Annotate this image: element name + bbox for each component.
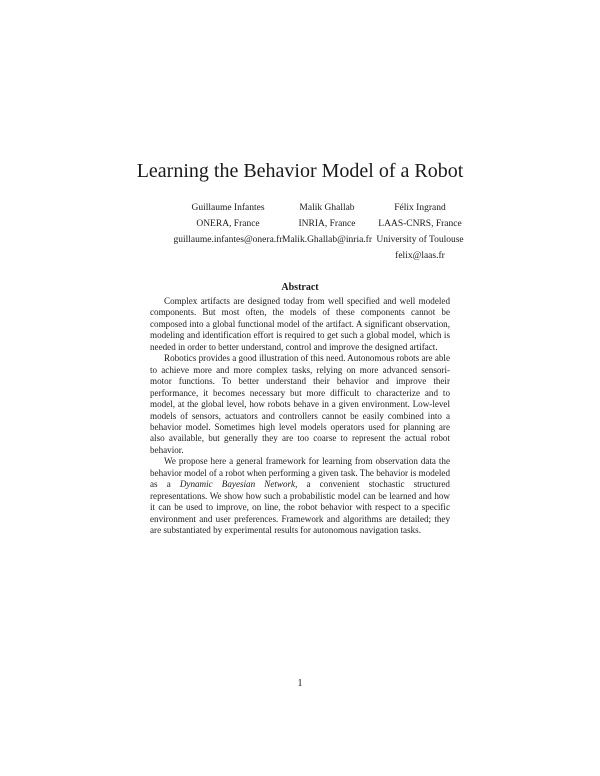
author-3: [360, 200, 480, 264]
abstract-paragraph-3: [150, 456, 450, 536]
abstract-paragraph-1: Complex artifacts are designed today from well specified and well modeled components. But most often, the models of these components cannot be composed into a global functional model of the artifact. A significant observation, modeling and identification effort is required to get such a global model, which is needed in order to better understand, control and improve the designed artifact.: [150, 296, 450, 352]
paper-title: Learning the Behavior Model of a Robot: [136, 160, 464, 182]
abstract-body: [150, 296, 450, 537]
abstract-paragraph-3-end: , a convenient stochastic structured representations. We show how such a probabilistic model can be learned and how it can be used to improve, on line, the robot behavior with respect to a specific environment and user preferences. Framework and algorithms are detailed; they are substantiated by experimental results for autonomous navigation tasks.: [150, 479, 450, 536]
abstract-paragraph-2: Robotics provides a good illustration of this need. Autonomous robots are able to achieve more and more complex tasks, relying on more advanced sensori-motor functions. To better understand their behavior and improve their performance, it becomes necessary but more difficult to characterize and to model, at the global level, how robots behave in a given environment. Low-level models of sensors, actuators and controllers cannot be easily combined into a behavior model. Sometimes high level models operators used for planning are also available, but generally they are too coarse to represent the actual robot behavior.: [150, 353, 450, 455]
author-3-email[interactable]: felix@laas.fr: [395, 251, 445, 261]
author-2-affiliation: INRIA, France: [298, 219, 356, 229]
author-3-affiliation-2: University of Toulouse: [376, 235, 464, 245]
abstract-paragraph-3-start: We propose here a general framework for learning from observation data the behavior model of a robot when performing a given task. The behavior is modeled as a: [150, 456, 450, 490]
author-1-email[interactable]: guillaume.infantes@onera.fr: [173, 235, 283, 245]
author-1-name: Guillaume Infantes: [191, 203, 265, 213]
page-number: 1: [297, 678, 303, 689]
author-2-name: Malik Ghallab: [299, 203, 355, 213]
author-2-email[interactable]: Malik.Ghallab@inria.fr: [282, 235, 372, 245]
author-1-affiliation: ONERA, France: [196, 219, 260, 229]
author-3-affiliation: LAAS-CNRS, France: [378, 219, 462, 229]
author-3-name: Félix Ingrand: [394, 203, 446, 213]
abstract-paragraph-3-emphasis: Dynamic Bayesian Network: [179, 479, 296, 490]
abstract-heading: Abstract: [281, 282, 319, 293]
